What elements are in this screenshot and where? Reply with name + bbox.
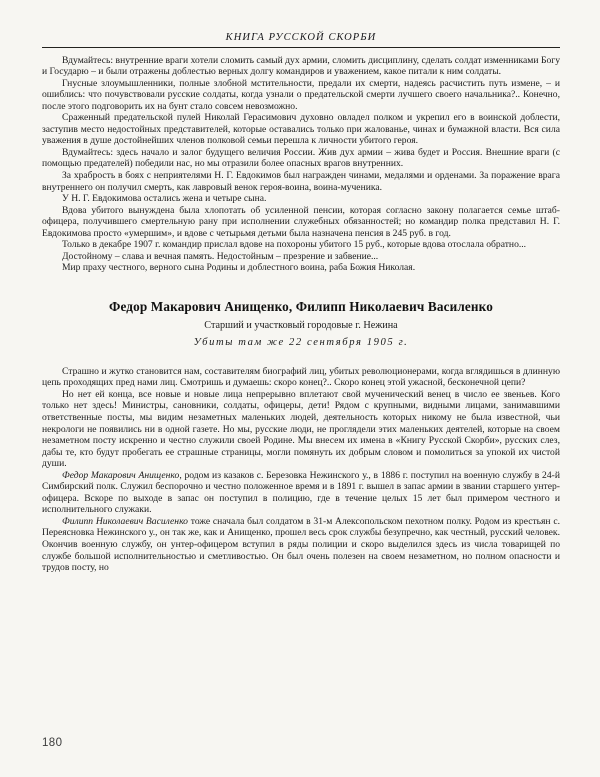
paragraph: Мир праху честного, верного сына Родины и доблестного воина, раба Божия Николая.	[62, 262, 416, 274]
paragraph: Гнусные злоумышленники, полные злобной мстительности, предали их смерти, надеясь расчистить путь измене, – и ошиблись: что почувствовали русские солдаты, когда узнали о предательской смерти лучшего своего начальника?.. Конечно, после этого подговорить их на бунт стало совсем невозможно.	[42, 77, 560, 112]
section-heading-block	[42, 299, 560, 349]
biography-text: , родом из казаков с. Березовка Нежинского у., в 1886 г. поступил на военную службу в 24-й Симбирский полк. Служил беспорочно и честно положенное время и в 1891 г. вышел в запас армии в звании старшего унтер-офицера. Вскоре по выходе в запас он поступил в полицию, где в течение целых 15 лет был примером честного и исполнительного служаки.	[42, 469, 560, 516]
section-killed-date: Убиты там же 22 сентября 1905 г.	[193, 336, 409, 348]
biography-paragraph-anishchenko	[42, 470, 560, 516]
section-title: Федор Макарович Анищенко, Филипп Николаевич Василенко	[109, 298, 493, 314]
running-header: КНИГА РУССКОЙ СКОРБИ	[225, 32, 377, 43]
paragraph: Достойному – слава и вечная память. Недостойным – презрение и забвение...	[62, 250, 379, 262]
section-subtitle: Старший и участковый городовые г. Нежина	[204, 319, 398, 331]
paragraph: Вдумайтесь: внутренние враги хотели сломить самый дух армии, сломить дисциплину, сделать солдат изменниками Богу и Государю – и были отражены доблестью верных долгу командиров и уважением, какое питали к ним солдаты.	[42, 54, 560, 78]
paragraph: Но нет ей конца, все новые и новые лица непрерывно вплетают свой мученический венец в число ее звеньев. Кого только нет здесь! Министры, сановники, солдаты, офицеры, дети! Рядом с крупными, видными лицами, занимавшими ответственные посты, мы видим незаметных маленьких людей, деятельность которых никому не была известной, чьи некрологи не появились ни в одной газете. Но мы, русские люди, не проглядели этих маленьких деятелей, которые на своем незаметном посту искренно и честно служили своей Родине. Мы внесем их имена в «Книгу Русской Скорби», русских слез, дабы те, кто будут пробегать ее страшные страницы, могли помянуть их добрым словом и помолиться за упокой их чистой души.	[42, 388, 560, 470]
paragraph: Страшно и жутко становится нам, составителям биографий лиц, убитых революционерами, когда вглядишься в длинную цепь проходящих пред нами лиц. Смотришь и думаешь: скоро конец?.. Скоро конец этой ужасной, бесконечной цепи?	[42, 365, 560, 389]
paragraph: Вдумайтесь: здесь начало и залог будущего величия России. Жив дух армии – жива будет и Россия. Внешние враги (с помощью предателей) победили нас, но мы отразили более опасных врагов внутренних.	[42, 146, 560, 170]
biography-text: тоже сначала был солдатом в 31-м Алексопольском пехотном полку. Родом из крестьян с. Переясновка Нежинского у., он так же, как и Анищенко, прошел весь срок службы безупречно, как честный, русский человек. Окончив военную службу, он унтер-офицером вступил в ряды полиции и скоро выделился здесь из числа товарищей по службе большой исполнительностью и сметливостью. Он был очень полезен на своем незаметном, но полном опасности и трудов посту, но	[42, 515, 560, 574]
person-name-anishchenko: Федор Макарович Анищенко	[62, 469, 180, 481]
page-number: 180	[42, 737, 63, 749]
biography-paragraph-vasilenko	[42, 516, 560, 574]
paragraph: Только в декабре 1907 г. командир прислал вдове на похороны убитого 15 руб., которые вдова отослала обратно...	[62, 239, 527, 251]
header-rule	[42, 47, 560, 48]
paragraph: Вдова убитого вынуждена была хлопотать об усиленной пенсии, которая согласно закону полагается семье штаб-офицера, получившего смертельную рану при исполнении служебных обязанностей; но командир полка представил Н. Г. Евдокимова просто «умершим», и вдове с четырьмя детьми была назначена пенсия в 245 руб. в год.	[42, 204, 560, 239]
paragraph: Сраженный предательской пулей Николай Герасимович духовно овладел полком и укрепил его в воинской доблести, заступив место недостойных представителей, которые оставались только при жалованье, чинах и бумажной власти. Вся сила уважения в душе достойнейших членов полковой семьи перешла к личности убитого героя.	[42, 112, 560, 147]
person-name-vasilenko: Филипп Николаевич Василенко	[62, 515, 188, 527]
paragraph: У Н. Г. Евдокимова остались жена и четыре сына.	[62, 193, 267, 205]
new-article-body	[42, 366, 560, 574]
page-content-column	[42, 0, 560, 574]
paragraph: За храбрость в боях с неприятелями Н. Г. Евдокимов был награжден чинами, медалями и орденами. За поражение врага внутреннего он получил смерть, как лавровый венок героя-воина, воина-мученика.	[42, 170, 560, 193]
continued-article-body	[42, 55, 560, 274]
